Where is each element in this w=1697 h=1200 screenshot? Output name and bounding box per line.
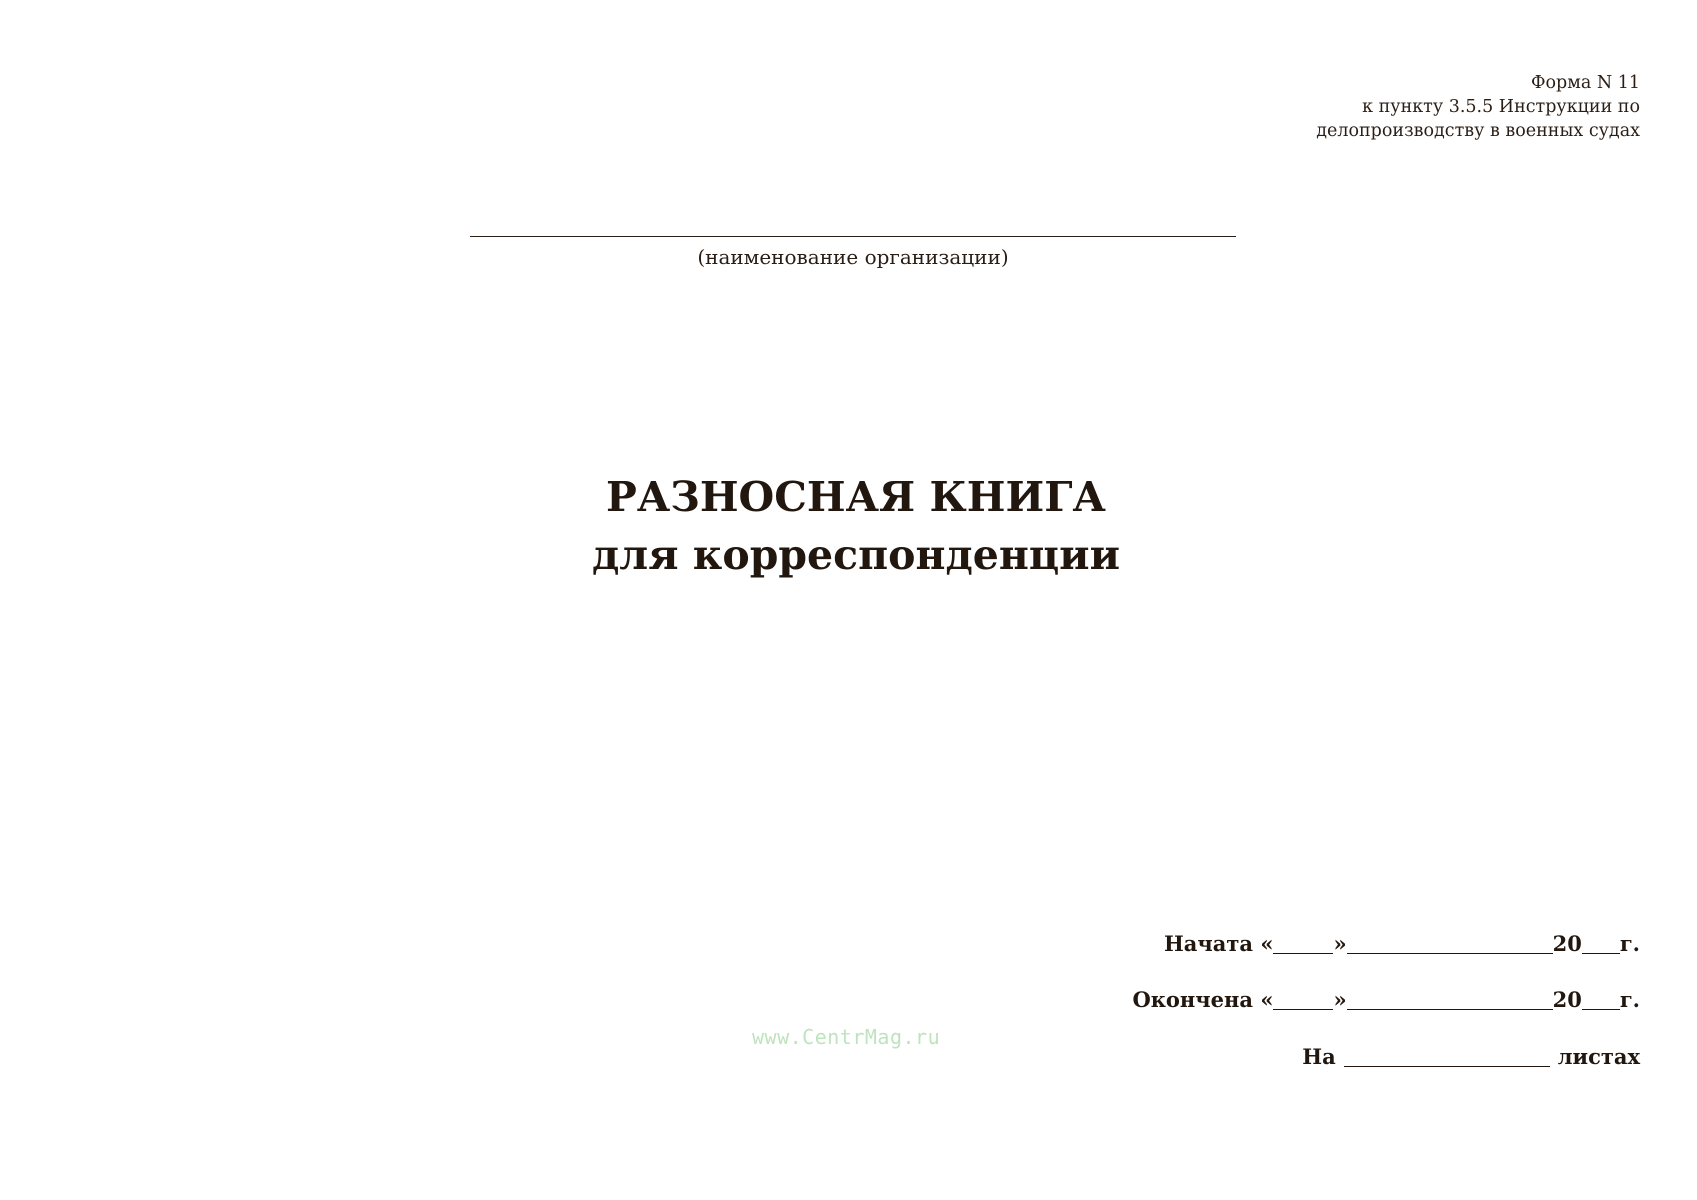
form-reference-clause: к пункту 3.5.5 Инструкции по	[1362, 97, 1640, 117]
ended-year-suffix: г.	[1619, 987, 1640, 1012]
ended-quote-close: »	[1333, 987, 1347, 1012]
title-line-1: РАЗНОСНАЯ КНИГА	[606, 473, 1106, 521]
sheets-count-blank[interactable]	[1344, 1046, 1550, 1067]
started-year-suffix: г.	[1619, 931, 1640, 956]
sheets-suffix: листах	[1557, 1044, 1640, 1069]
started-month-blank[interactable]	[1347, 933, 1553, 954]
form-reference-instruction: делопроизводству в военных судах	[1316, 121, 1640, 141]
form-reference	[1316, 71, 1640, 143]
sheets-prefix: На	[1302, 1044, 1336, 1069]
started-date-row	[1164, 930, 1640, 958]
organization-name-line[interactable]	[470, 236, 1236, 237]
ended-date-row	[1132, 986, 1640, 1014]
started-year-blank[interactable]	[1582, 933, 1620, 954]
ended-day-blank[interactable]	[1273, 989, 1333, 1010]
started-day-blank[interactable]	[1273, 933, 1333, 954]
form-number: Форма N 11	[1530, 73, 1640, 93]
ended-year-prefix: 20	[1552, 987, 1582, 1012]
started-quote-close: »	[1333, 931, 1347, 956]
organization-caption: (наименование организации)	[697, 245, 1009, 269]
ended-label: Окончена «	[1132, 987, 1274, 1012]
ended-year-blank[interactable]	[1582, 989, 1620, 1010]
started-label: Начата «	[1163, 931, 1274, 956]
title-line-2: для корреспонденции	[591, 531, 1121, 579]
ended-month-blank[interactable]	[1347, 989, 1553, 1010]
watermark: www.CentrMag.ru	[752, 1025, 941, 1049]
sheets-count-row	[1302, 1043, 1640, 1071]
document-title	[0, 468, 1697, 584]
started-year-prefix: 20	[1552, 931, 1582, 956]
